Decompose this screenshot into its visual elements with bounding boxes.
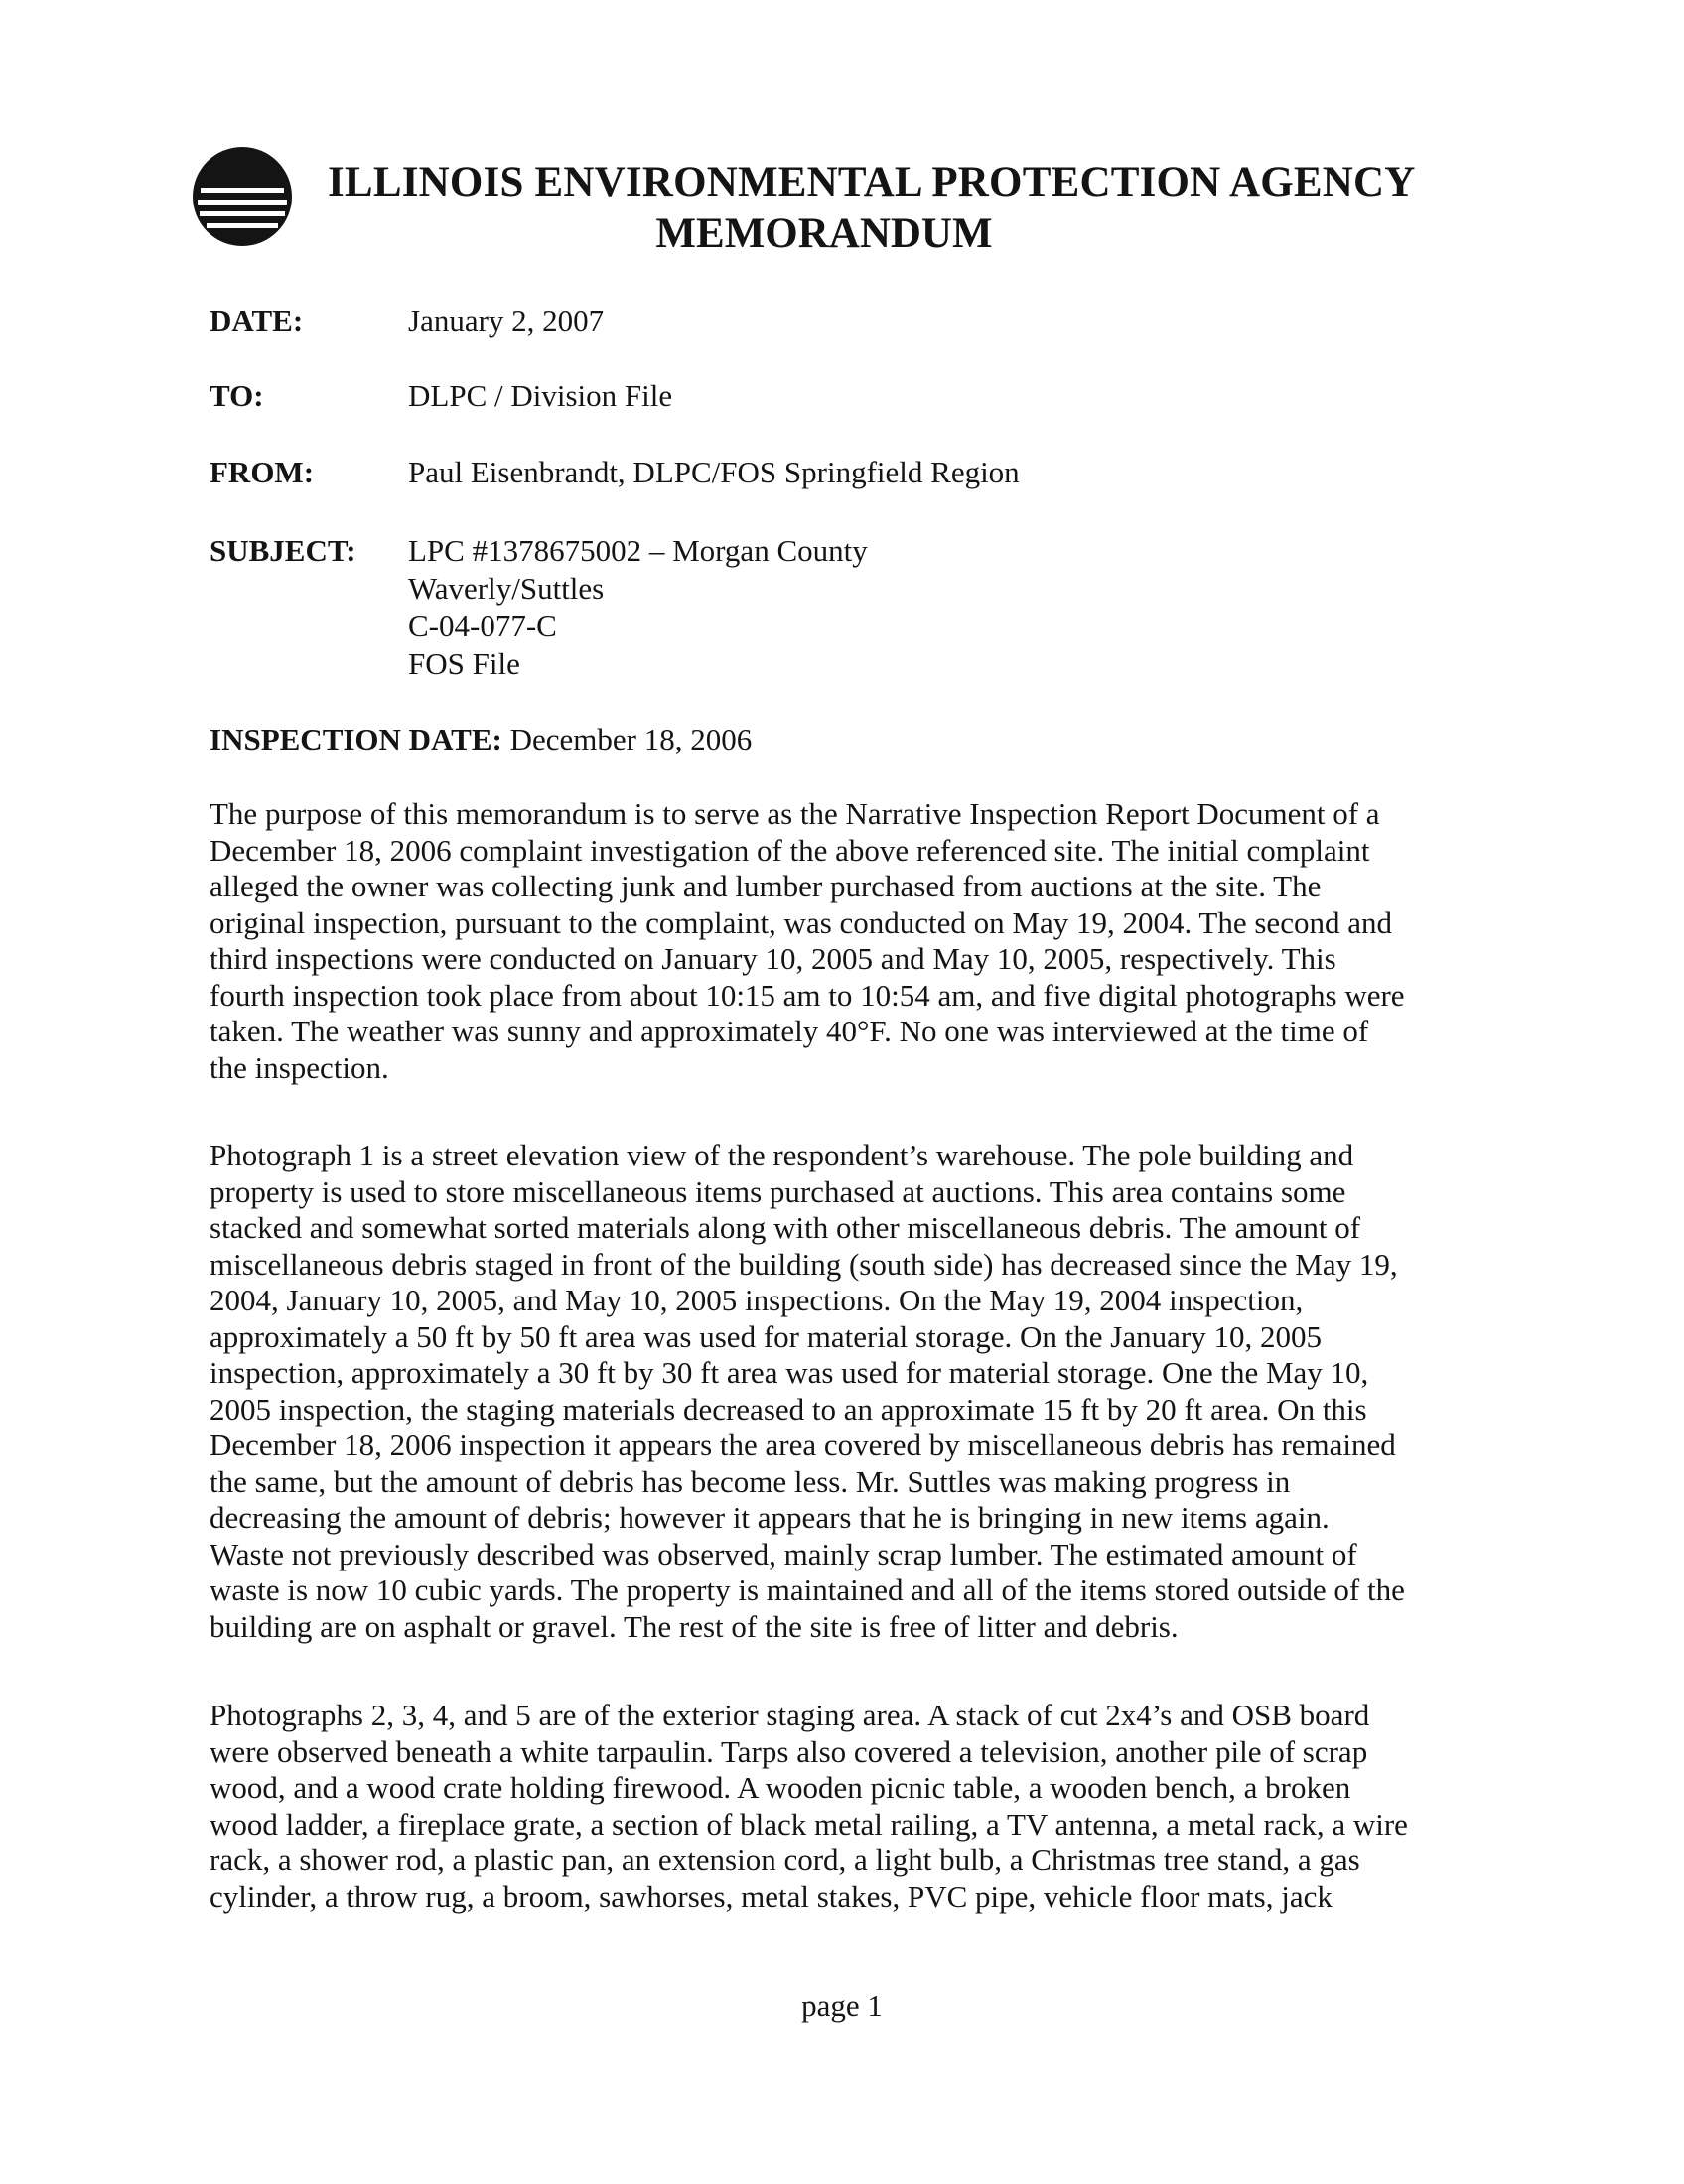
- paragraph-line: December 18, 2006 complaint investigation of the above referenced site. The initial complaint: [210, 832, 1370, 868]
- paragraph-line: Photograph 1 is a street elevation view of the respondent’s warehouse. The pole building and: [210, 1138, 1354, 1172]
- inspection-date-label: INSPECTION DATE:: [210, 722, 502, 756]
- paragraph-line: fourth inspection took place from about 10:15 am to 10:54 am, and five digital photographs were: [210, 977, 1405, 1013]
- agency-logo-icon: [191, 145, 294, 248]
- paragraph-line: cylinder, a throw rug, a broom, sawhorses, metal stakes, PVC pipe, vehicle floor mats, jack: [210, 1878, 1333, 1914]
- paragraph-line: wood ladder, a fireplace grate, a section of black metal railing, a TV antenna, a metal rack, a wire: [210, 1806, 1408, 1842]
- page-number: page 1: [801, 1988, 883, 2023]
- subject-line: LPC #1378675002 – Morgan County: [408, 533, 868, 568]
- paragraph-line: alleged the owner was collecting junk and lumber purchased from auctions at the site. The: [210, 869, 1322, 903]
- paragraph-photographs-2-5: [210, 1698, 1500, 1915]
- paragraph-line: the inspection.: [210, 1049, 389, 1085]
- from-value: Paul Eisenbrandt, DLPC/FOS Springfield Region: [408, 455, 1020, 489]
- paragraph-line: The purpose of this memorandum is to serve as the Narrative Inspection Report Document of a: [210, 796, 1380, 831]
- agency-title: ILLINOIS ENVIRONMENTAL PROTECTION AGENCY: [328, 159, 1416, 205]
- paragraph-line: taken. The weather was sunny and approximately 40°F. No one was interviewed at the time of: [210, 1014, 1369, 1048]
- subject-line: Waverly/Suttles: [408, 571, 605, 606]
- subject-line: C-04-077-C: [408, 609, 557, 643]
- paragraph-purpose: [210, 796, 1500, 1086]
- paragraph-line: rack, a shower rod, a plastic pan, an extension cord, a light bulb, a Christmas tree stand, a gas: [210, 1843, 1360, 1877]
- paragraph-line: inspection, approximately a 30 ft by 30 ft area was used for material storage. One the May 10,: [210, 1355, 1369, 1390]
- inspection-date-row: [210, 721, 752, 758]
- paragraph-line: the same, but the amount of debris has become less. Mr. Suttles was making progress in: [210, 1463, 1291, 1499]
- paragraph-line: property is used to store miscellaneous items purchased at auctions. This area contains some: [210, 1173, 1346, 1209]
- date-value: January 2, 2007: [408, 303, 605, 338]
- to-value: DLPC / Division File: [408, 378, 673, 413]
- paragraph-line: December 18, 2006 inspection it appears the area covered by miscellaneous debris has remained: [210, 1428, 1396, 1462]
- document-type-title: MEMORANDUM: [655, 210, 993, 257]
- paragraph-line: stacked and somewhat sorted materials along with other miscellaneous debris. The amount of: [210, 1210, 1361, 1245]
- paragraph-line: decreasing the amount of debris; however it appears that he is bringing in new items again.: [210, 1500, 1330, 1535]
- paragraph-line: building are on asphalt or gravel. The rest of the site is free of litter and debris.: [210, 1608, 1179, 1644]
- paragraph-line: Photographs 2, 3, 4, and 5 are of the exterior staging area. A stack of cut 2x4’s and OSB board: [210, 1698, 1370, 1732]
- paragraph-line: third inspections were conducted on January 10, 2005 and May 10, 2005, respectively. This: [210, 941, 1336, 976]
- subject-label: SUBJECT:: [210, 533, 356, 568]
- subject-value: [408, 532, 868, 683]
- date-label: DATE:: [210, 303, 304, 338]
- paragraph-line: 2005 inspection, the staging materials decreased to an approximate 15 ft by 20 ft area. On this: [210, 1391, 1367, 1427]
- paragraph-line: Waste not previously described was observed, mainly scrap lumber. The estimated amount of: [210, 1536, 1357, 1571]
- inspection-date-value: December 18, 2006: [501, 722, 753, 756]
- paragraph-photograph-1: [210, 1138, 1500, 1645]
- paragraph-line: approximately a 50 ft by 50 ft area was used for material storage. On the January 10, 2005: [210, 1318, 1322, 1354]
- from-label: FROM:: [210, 455, 315, 489]
- paragraph-line: waste is now 10 cubic yards. The property is maintained and all of the items stored outside of the: [210, 1572, 1405, 1607]
- subject-line: FOS File: [408, 646, 520, 681]
- paragraph-line: original inspection, pursuant to the complaint, was conducted on May 19, 2004. The second and: [210, 904, 1392, 940]
- paragraph-line: were observed beneath a white tarpaulin. Tarps also covered a television, another pile of scrap: [210, 1733, 1368, 1769]
- to-label: TO:: [210, 378, 264, 413]
- paragraph-line: miscellaneous debris staged in front of the building (south side) has decreased since the May 19,: [210, 1246, 1398, 1282]
- paragraph-line: 2004, January 10, 2005, and May 10, 2005 inspections. On the May 19, 2004 inspection,: [210, 1283, 1304, 1317]
- paragraph-line: wood, and a wood crate holding firewood. A wooden picnic table, a wooden bench, a broken: [210, 1770, 1351, 1805]
